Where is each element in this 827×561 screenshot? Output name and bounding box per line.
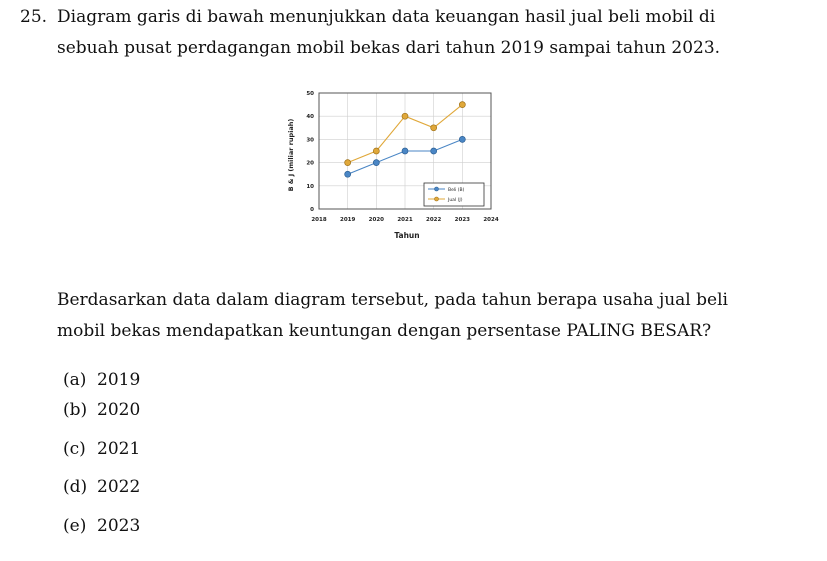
- option-label: (b): [63, 400, 88, 420]
- option-label: (d): [63, 477, 88, 497]
- question-prompt-line-2: mobil bekas mendapatkan keuntungan dengan persentase PALING BESAR?: [57, 321, 712, 341]
- data-point-jual: [431, 125, 437, 131]
- option-label: (e): [63, 516, 87, 536]
- option-text: 2022: [97, 477, 141, 497]
- option-c[interactable]: [63, 439, 140, 459]
- y-tick-label: 30: [306, 137, 314, 144]
- option-text: 2021: [97, 439, 141, 459]
- option-text: 2023: [97, 516, 141, 536]
- option-text: 2020: [97, 400, 141, 420]
- option-a[interactable]: [63, 370, 140, 390]
- y-tick-labels: [306, 91, 314, 213]
- x-tick-label: 2024: [483, 217, 499, 223]
- y-tick-label: 0: [310, 207, 314, 213]
- data-point-jual: [459, 102, 465, 108]
- data-point-beli: [373, 160, 379, 166]
- y-tick-label: 10: [306, 183, 314, 190]
- option-label: (c): [63, 439, 86, 459]
- x-tick-label: 2023: [454, 217, 470, 223]
- data-point-jual: [345, 160, 351, 166]
- data-point-beli: [431, 148, 437, 154]
- legend-label-jual: Jual (J): [448, 198, 463, 203]
- data-point-beli: [402, 148, 408, 154]
- legend-label-beli: Beli (B): [448, 188, 465, 193]
- question-number: 25.: [20, 7, 48, 27]
- y-axis-label: B & J (miliar rupiah): [287, 118, 295, 192]
- y-tick-label: 40: [306, 114, 314, 121]
- data-point-jual: [402, 113, 408, 119]
- x-tick-label: 2020: [368, 217, 384, 223]
- x-tick-label: 2021: [397, 217, 413, 223]
- x-tick-label: 2018: [311, 217, 327, 223]
- line-chart: [280, 85, 510, 245]
- option-label: (a): [63, 370, 87, 390]
- option-text: 2019: [97, 370, 141, 390]
- option-b[interactable]: [63, 400, 140, 420]
- x-tick-labels: [311, 217, 498, 223]
- legend-marker-jual: [435, 197, 439, 201]
- y-tick-label: 50: [306, 91, 314, 97]
- x-axis-label: Tahun: [394, 231, 420, 240]
- x-tick-label: 2022: [426, 217, 442, 223]
- data-point-beli: [459, 136, 465, 142]
- data-point-beli: [345, 171, 351, 177]
- legend: [424, 183, 484, 206]
- x-tick-label: 2019: [340, 217, 356, 223]
- question-prompt-line-1: Berdasarkan data dalam diagram tersebut, pada tahun berapa usaha jual beli: [57, 290, 728, 310]
- data-point-jual: [373, 148, 379, 154]
- question-stem-line-2: sebuah pusat perdagangan mobil bekas dari tahun 2019 sampai tahun 2023.: [57, 38, 721, 58]
- legend-marker-beli: [435, 187, 439, 191]
- question-stem-line-1: Diagram garis di bawah menunjukkan data keuangan hasil jual beli mobil di: [57, 7, 716, 27]
- y-tick-label: 20: [306, 160, 314, 167]
- option-d[interactable]: [63, 477, 140, 497]
- option-e[interactable]: [63, 516, 140, 536]
